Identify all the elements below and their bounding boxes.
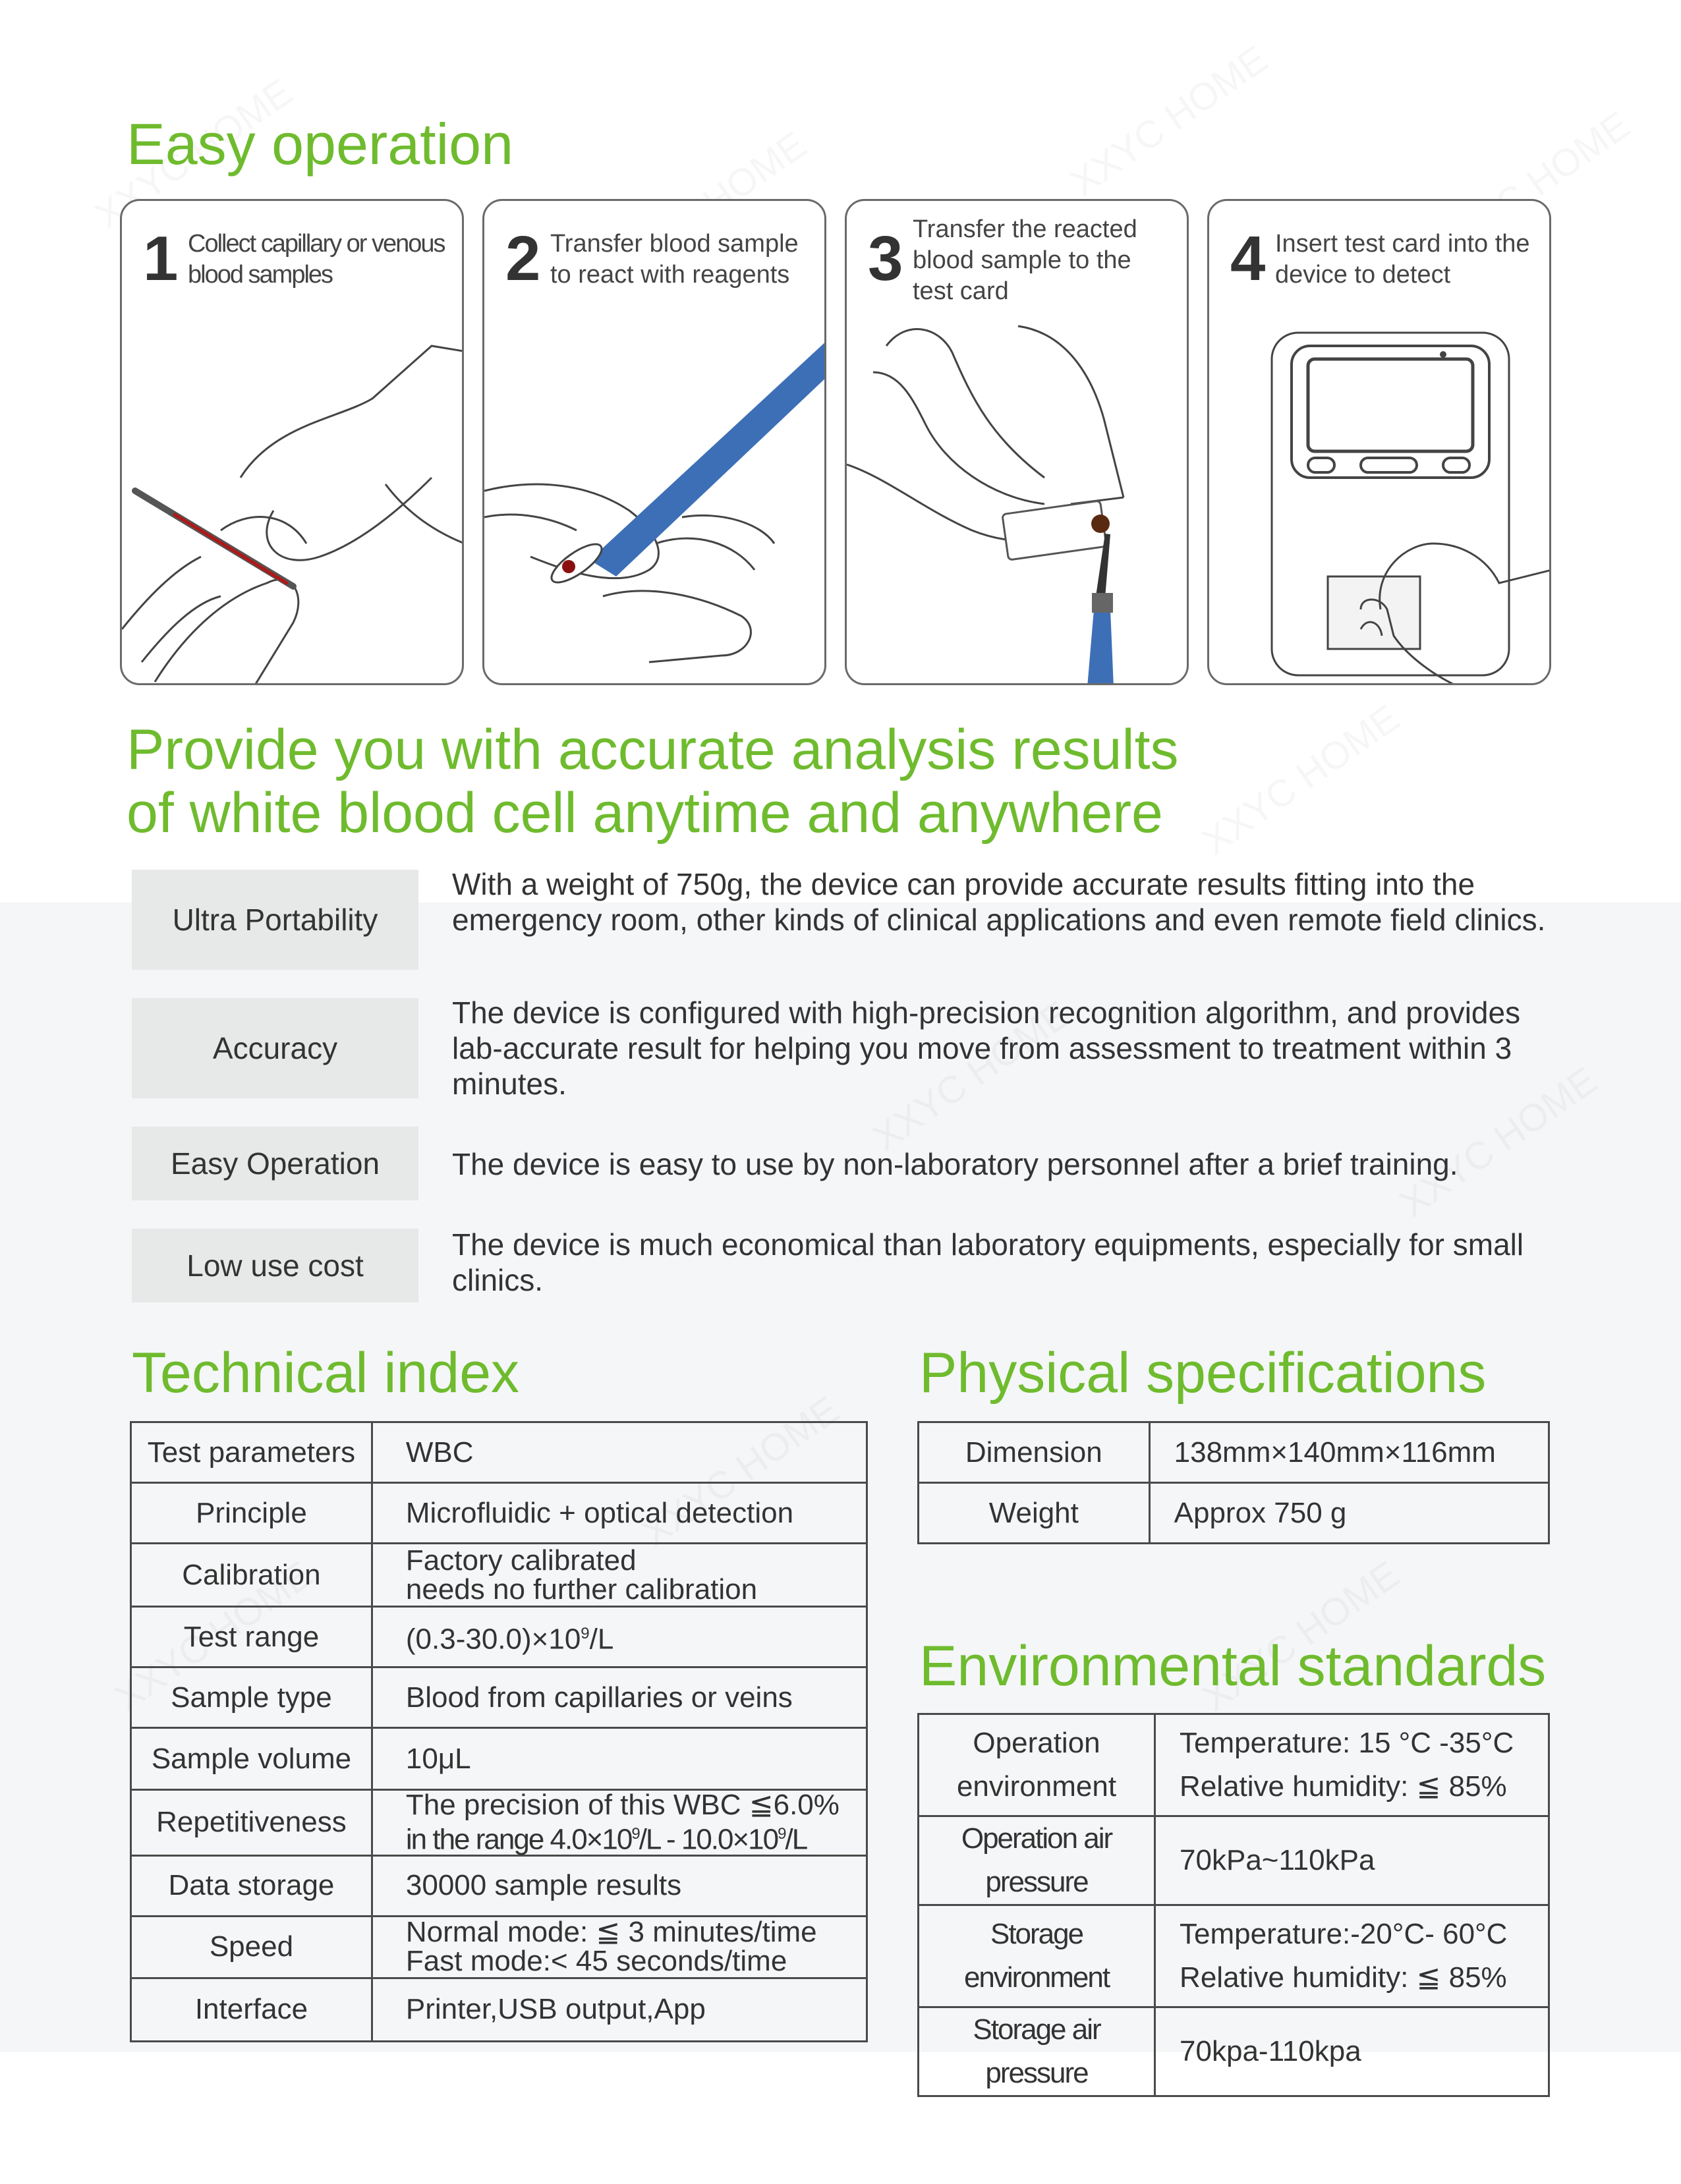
spec-key: Dimension	[919, 1422, 1150, 1483]
env-key: Storage environment	[919, 1905, 1155, 2007]
key-line: environment	[956, 1770, 1117, 1803]
feature-label: Ultra Portability	[132, 870, 418, 970]
value-line: Normal mode: ≦ 3 minutes/time	[405, 1916, 817, 1949]
watermark	[1194, 696, 1408, 864]
feature-label: Easy Operation	[132, 1127, 418, 1200]
step-card-3	[845, 199, 1189, 685]
step-card-2	[482, 199, 826, 685]
env-key: Operation air pressure	[919, 1816, 1155, 1905]
feature-text: The device is much economical than laboratory equipments, especially for small clinics.	[452, 1227, 1524, 1297]
step-number: 3	[868, 223, 903, 294]
value-part: /L - 10.0×10	[639, 1823, 778, 1856]
table-row	[919, 2007, 1549, 2096]
table-row	[131, 1483, 867, 1544]
value-line: Relative humidity: ≦ 85%	[1180, 1961, 1507, 1994]
feature-text: The device is easy to use by non-laboratory personnel after a brief training.	[452, 1147, 1458, 1181]
param-key: Repetitiveness	[131, 1790, 372, 1856]
param-value: 30000 sample results	[372, 1855, 867, 1916]
easy-operation-title: Easy operation	[127, 111, 514, 177]
value-superscript: 9	[581, 1625, 590, 1643]
environmental-standards-title: Environmental standards	[919, 1635, 1547, 1698]
table-row	[919, 1422, 1549, 1483]
param-value	[372, 1607, 867, 1667]
value-line: Temperature:-20°C- 60°C	[1180, 1918, 1508, 1950]
step-number: 4	[1230, 223, 1266, 294]
table-row	[131, 1855, 867, 1916]
table-row	[919, 1714, 1549, 1816]
param-key: Sample volume	[131, 1728, 372, 1790]
table-row	[131, 1728, 867, 1790]
spec-key: Weight	[919, 1483, 1150, 1544]
value-superscript: 9	[631, 1825, 639, 1843]
table-row	[131, 1978, 867, 2041]
spec-value: Approx 750 g	[1149, 1483, 1549, 1544]
env-value: 70kpa-110kpa	[1155, 2007, 1549, 2096]
table-row	[919, 1483, 1549, 1544]
env-value: 70kPa~110kPa	[1155, 1816, 1549, 1905]
value-line: Fast mode:< 45 seconds/time	[405, 1945, 787, 1978]
table-row	[131, 1422, 867, 1483]
env-value	[1155, 1905, 1549, 2007]
key-line: Operation	[973, 1727, 1100, 1759]
watermark	[1062, 37, 1276, 205]
table-row	[131, 1790, 867, 1856]
table-row	[919, 1905, 1549, 2007]
param-value: 10μL	[372, 1728, 867, 1790]
physical-specifications-table	[917, 1421, 1550, 1544]
step-card-4	[1207, 199, 1551, 685]
param-value	[372, 1544, 867, 1607]
step-description: Transfer the reacted blood sample to the test card	[913, 215, 1137, 305]
feature-label: Low use cost	[132, 1229, 418, 1302]
table-row	[919, 1816, 1549, 1905]
value-line	[406, 1820, 866, 1855]
features-title-line-2: of white blood cell anytime and anywhere	[127, 781, 1163, 845]
step-description: Insert test card into the device to detect	[1275, 230, 1530, 289]
feature-text: The device is configured with high-precision recognition algorithm, and provides lab-accurate result for helping you move from assessment to treatment within 3 minutes.	[452, 995, 1521, 1101]
env-key	[919, 1714, 1155, 1816]
features-title-line-1: Provide you with accurate analysis results	[127, 718, 1179, 781]
param-value: WBC	[372, 1422, 867, 1483]
table-row	[131, 1544, 867, 1607]
feature-text: With a weight of 750g, the device can provide accurate results fitting into the emergency room, other kinds of clinical applications and even remote field clinics.	[452, 867, 1546, 937]
step-card-1	[120, 199, 464, 685]
env-value	[1155, 1714, 1549, 1816]
param-key: Data storage	[131, 1855, 372, 1916]
value-line: needs no further calibration	[405, 1573, 758, 1606]
physical-specifications-title: Physical specifications	[919, 1341, 1487, 1405]
param-key: Calibration	[131, 1544, 372, 1607]
table-row	[131, 1667, 867, 1728]
param-key: Test parameters	[131, 1422, 372, 1483]
step-description: Transfer blood sample to react with reagents	[550, 230, 799, 289]
param-value: Blood from capillaries or veins	[372, 1667, 867, 1728]
table-row	[131, 1916, 867, 1978]
spec-value: 138mm×140mm×116mm	[1149, 1422, 1549, 1483]
param-value: Microfluidic + optical detection	[372, 1483, 867, 1544]
step-description: Collect capillary or venous blood samples	[188, 230, 445, 289]
param-key: Speed	[131, 1916, 372, 1978]
param-key: Test range	[131, 1607, 372, 1667]
value-line: Temperature: 15 °C -35°C	[1180, 1727, 1514, 1759]
value-part: in the range 4.0×10	[405, 1823, 632, 1856]
value-line: Factory calibrated	[405, 1544, 637, 1577]
technical-index-title: Technical index	[132, 1341, 520, 1405]
features-title	[127, 718, 1179, 845]
param-key: Interface	[131, 1978, 372, 2041]
value-part: /L	[785, 1823, 807, 1856]
step-number: 1	[143, 223, 179, 294]
param-value	[372, 1790, 867, 1856]
env-key: Storage air pressure	[919, 2007, 1155, 2096]
param-value	[372, 1916, 867, 1978]
value-part: (0.3-30.0)×10	[405, 1623, 581, 1656]
value-line: The precision of this WBC ≦6.0%	[405, 1789, 840, 1821]
step-number: 2	[505, 223, 541, 294]
table-row	[131, 1607, 867, 1667]
technical-index-table	[130, 1421, 868, 2042]
param-key: Sample type	[131, 1667, 372, 1728]
value-superscript: 9	[778, 1825, 785, 1843]
value-part: /L	[589, 1623, 614, 1656]
feature-label: Accuracy	[132, 998, 418, 1098]
param-value: Printer,USB output,App	[372, 1978, 867, 2041]
environmental-standards-table	[917, 1713, 1550, 2097]
value-line: Relative humidity: ≦ 85%	[1180, 1770, 1507, 1803]
param-key: Principle	[131, 1483, 372, 1544]
